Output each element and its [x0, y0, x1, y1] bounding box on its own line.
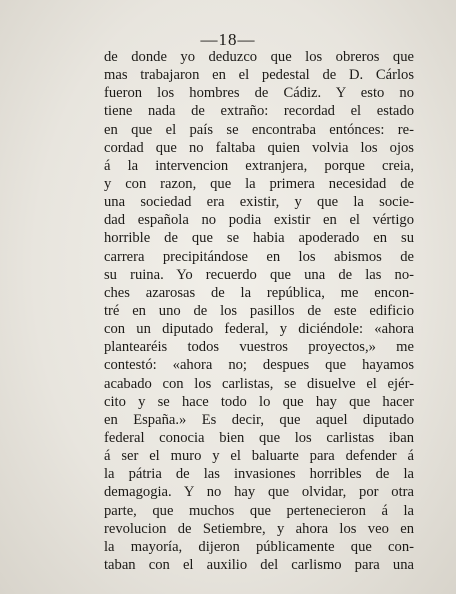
body-text [104, 48, 414, 574]
text-line: la mayoría, dijeron públicamente que con- [104, 538, 414, 555]
text-line: carrera precipitándose en los abismos de [104, 248, 414, 265]
text-line: tré en uno de los pasillos de este edificio [104, 302, 414, 319]
text-line: dad española no podia existir en el vértigo [104, 212, 414, 229]
text-line: su ruina. Yo recuerdo que una de las no- [104, 266, 414, 283]
text-line: plantearéis todos vuestros proyectos,» me [104, 339, 414, 356]
text-line: demagogia. Y no hay que olvidar, por otra [104, 484, 414, 501]
text-line: la pátria de las invasiones horribles de la [104, 466, 414, 483]
text-line: de donde yo deduzco que los obreros que [104, 49, 414, 65]
text-line: con un diputado federal, y diciéndole: «ahora [104, 321, 414, 338]
text-line: á la intervencion extranjera, porque creia, [104, 157, 414, 174]
text-line: contestó: «ahora no; despues que hayamos [104, 357, 414, 374]
text-line: una sociedad era existir, y que la socie- [104, 194, 414, 211]
text-line: en España.» Es decir, que aquel diputado [104, 411, 414, 428]
text-line: horrible de que se habia apoderado en su [104, 230, 414, 247]
text-line: cordad que no faltaba quien volvia los ojos [104, 139, 414, 156]
text-line: cito y se hace todo lo que hay que hacer [104, 393, 414, 410]
text-line: parte, que muchos que pertenecieron á la [104, 502, 414, 519]
text-line: federal conocia bien que los carlistas iban [104, 429, 414, 446]
page-number: —18— [200, 30, 256, 49]
text-line: revolucion de Setiembre, y ahora los veo en [104, 520, 414, 537]
text-line: á ser el muro y el baluarte para defender á [104, 448, 414, 465]
text-line: tiene nada de extraño: recordad el estado [104, 103, 414, 120]
text-line: acabado con los carlistas, se disuelve el ejér- [104, 375, 414, 392]
text-line: ches azarosas de la república, me encon- [104, 284, 414, 301]
text-line: mas trabajaron en el pedestal de D. Cárlos [104, 67, 414, 84]
text-line: fueron los hombres de Cádiz. Y esto no [104, 85, 414, 102]
text-line: y con razon, que la primera necesidad de [104, 175, 414, 192]
text-line: taban con el auxilio del carlismo para una [104, 556, 414, 573]
text-line: en que el país se encontraba entónces: re- [104, 121, 414, 138]
